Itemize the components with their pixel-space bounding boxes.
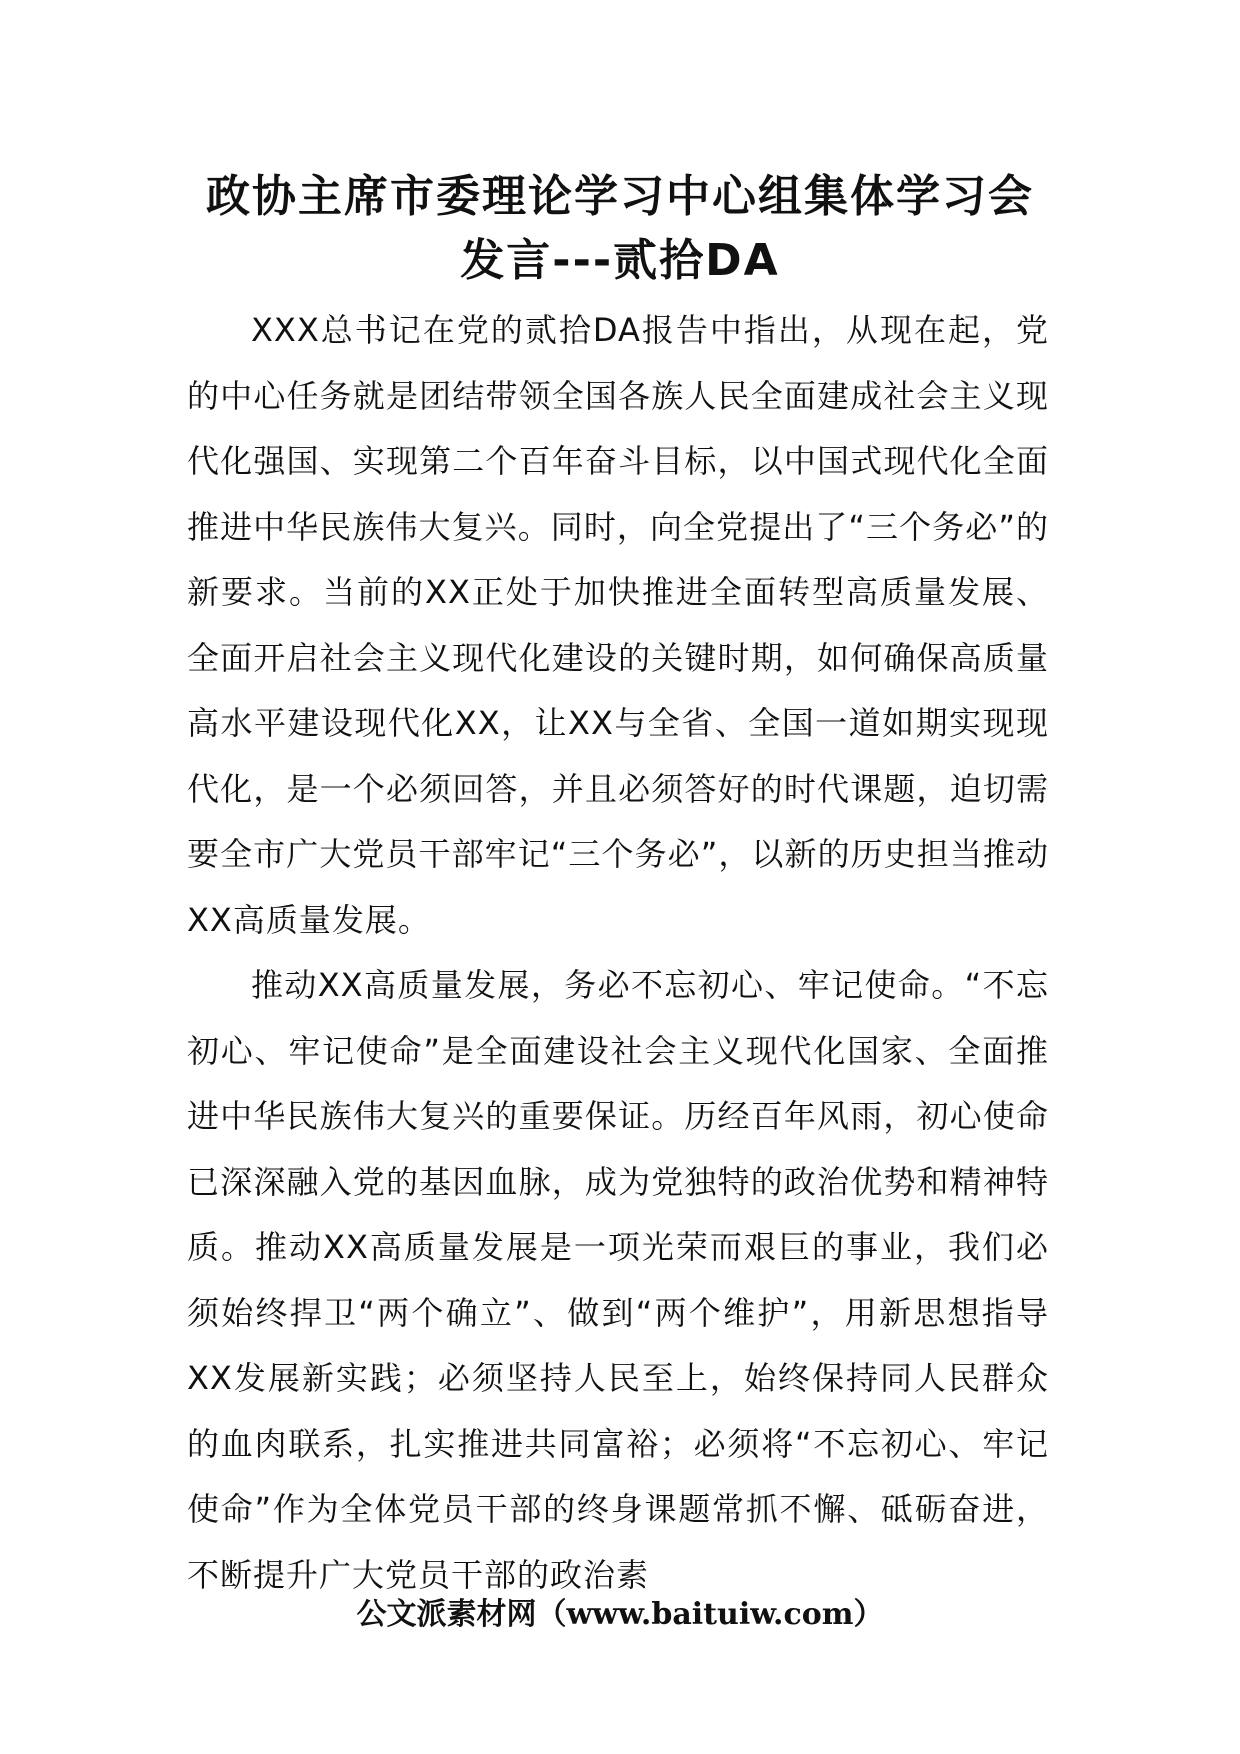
document-title — [150, 165, 1090, 293]
footer-watermark: 公文派素材网（www.baituiw.com） — [356, 1597, 884, 1632]
document-body — [187, 298, 1049, 1608]
title-line-1: 政协主席市委理论学习中心组集体学习会 — [206, 171, 1034, 222]
paragraph-2: 推动XX高质量发展，务必不忘初心、牢记使命。“不忘初心、牢记使命”是全面建设社会主义现代化国家、全面推进中华民族伟大复兴的重要保证。历经百年风雨，初心使命已深深融入党的基因血脉，成为党独特的政治优势和精神特质。推动XX高质量发展是一项光荣而艰巨的事业，我们必须始终捍卫“两个确立”、做到“两个维护”，用新思想指导XX发展新实践；必须坚持人民至上，始终保持同人民群众的血肉联系，扎实推进共同富裕；必须将“不忘初心、牢记使命”作为全体党员干部的终身课题常抓不懈、砥砺奋进，不断提升广大党员干部的政治素 — [187, 966, 1049, 1594]
paragraph-1: XXX总书记在党的贰拾DA报告中指出，从现在起，党的中心任务就是团结带领全国各族人民全面建成社会主义现代化强国、实现第二个百年奋斗目标，以中国式现代化全面推进中华民族伟大复兴。同时，向全党提出了“三个务必”的新要求。当前的XX正处于加快推进全面转型高质量发展、全面开启社会主义现代化建设的关键时期，如何确保高质量高水平建设现代化XX，让XX与全省、全国一道如期实现现代化，是一个必须回答，并且必须答好的时代课题，迫切需要全市广大党员干部牢记“三个务必”，以新的历史担当推动XX高质量发展。 — [187, 311, 1049, 939]
title-line-2: 发言---贰拾DA — [460, 235, 780, 286]
